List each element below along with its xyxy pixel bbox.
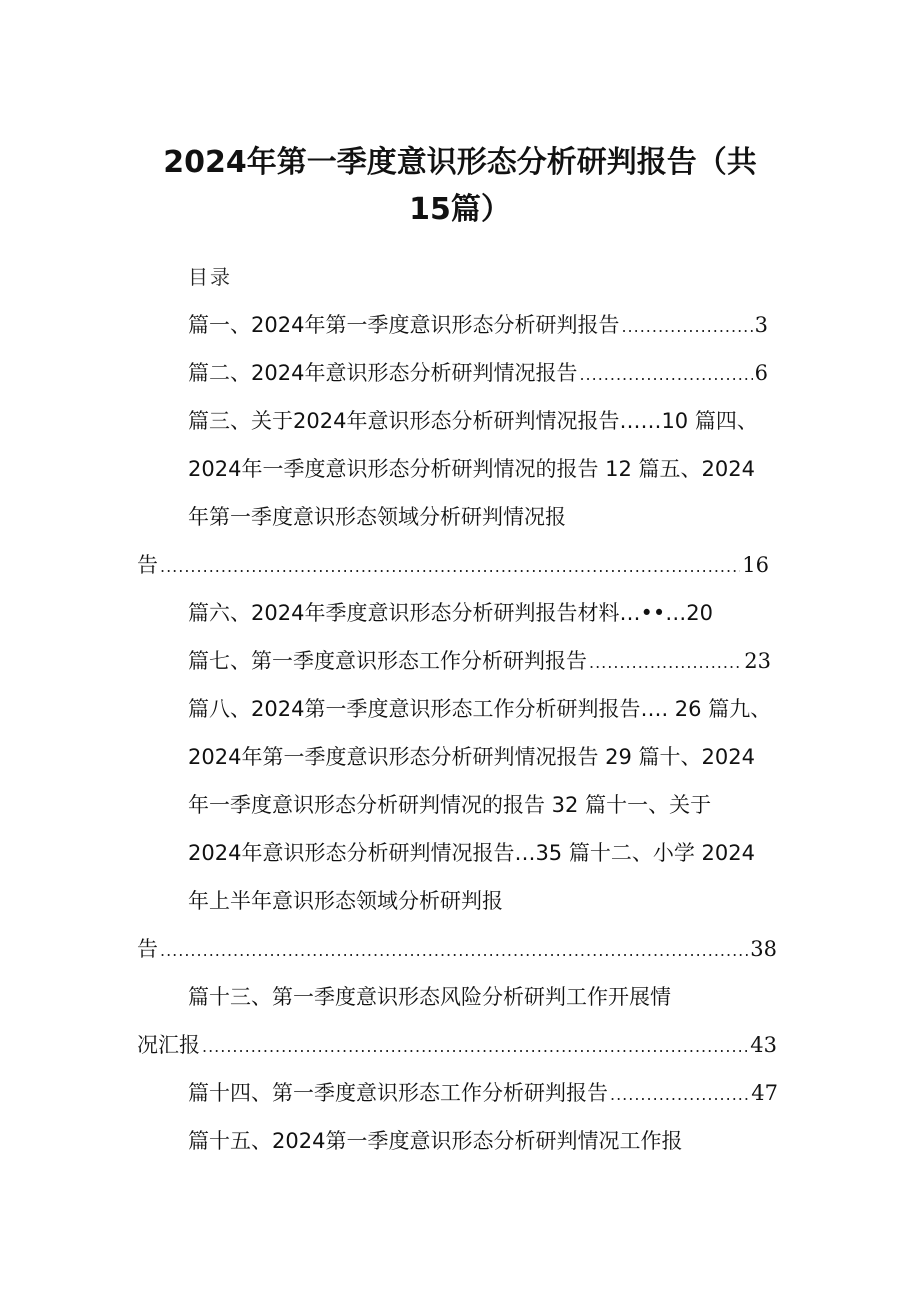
toc-entry[interactable] [137, 551, 769, 579]
toc-entry[interactable] [188, 1079, 778, 1107]
toc-entry-page: 3 [754, 313, 768, 337]
toc-leader-dots [579, 361, 752, 387]
toc-entry-page: 47 [751, 1081, 778, 1105]
toc-leader-dots [610, 1081, 749, 1107]
toc-entry[interactable]: 篇十五、2024第一季度意识形态分析研判情况工作报 [188, 1129, 683, 1153]
toc-leader-dots [160, 553, 740, 579]
toc-heading: 目录 [188, 265, 232, 289]
toc-entry-page: 6 [754, 361, 768, 385]
toc-leader-dots [621, 313, 752, 339]
toc-entry-title: 告 [137, 553, 158, 577]
toc-entry-page: 43 [750, 1033, 777, 1057]
toc-entry-title: 告 [137, 937, 158, 961]
document-title-line-1: 2024年第一季度意识形态分析研判报告（共 [163, 145, 757, 180]
toc-entry[interactable]: 篇八、2024第一季度意识形态工作分析研判报告…. 26 篇九、 [188, 697, 772, 721]
toc-entry-title: 篇七、第一季度意识形态工作分析研判报告 [188, 649, 587, 673]
toc-entry-title: 篇一、2024年第一季度意识形态分析研判报告 [188, 313, 620, 337]
toc-entry[interactable] [137, 1031, 777, 1059]
toc-leader-dots [160, 937, 748, 963]
toc-entry[interactable] [137, 935, 777, 963]
toc-entry-title: 篇二、2024年意识形态分析研判情况报告 [188, 361, 578, 385]
toc-entry[interactable] [188, 311, 768, 339]
toc-entry[interactable]: 篇三、关于2024年意识形态分析研判情况报告……10 篇四、 [188, 409, 758, 433]
toc-entry[interactable]: 年一季度意识形态分析研判情况的报告 32 篇十一、关于 [188, 793, 712, 817]
toc-entry[interactable]: 年第一季度意识形态领域分析研判情况报 [188, 505, 566, 529]
toc-entry-title: 况汇报 [137, 1033, 200, 1057]
toc-entry[interactable]: 2024年一季度意识形态分析研判情况的报告 12 篇五、2024 [188, 457, 755, 481]
toc-entry[interactable]: 2024年第一季度意识形态分析研判情况报告 29 篇十、2024 [188, 745, 755, 769]
toc-entry[interactable]: 篇六、2024年季度意识形态分析研判报告材料…••…20 [188, 601, 713, 625]
toc-entry-page: 23 [744, 649, 771, 673]
toc-entry[interactable]: 篇十三、第一季度意识形态风险分析研判工作开展情 [188, 985, 671, 1009]
toc-entry[interactable]: 2024年意识形态分析研判情况报告…35 篇十二、小学 2024 [188, 841, 755, 865]
toc-entry-page: 16 [742, 553, 769, 577]
toc-leader-dots [202, 1033, 748, 1059]
toc-entry-page: 38 [750, 937, 777, 961]
toc-entry-title: 篇十四、第一季度意识形态工作分析研判报告 [188, 1081, 608, 1105]
toc-leader-dots [589, 649, 742, 675]
toc-entry[interactable] [188, 359, 768, 387]
toc-entry[interactable] [188, 647, 771, 675]
document-title-line-2: 15篇） [409, 192, 511, 227]
toc-entry[interactable]: 年上半年意识形态领域分析研判报 [188, 889, 503, 913]
